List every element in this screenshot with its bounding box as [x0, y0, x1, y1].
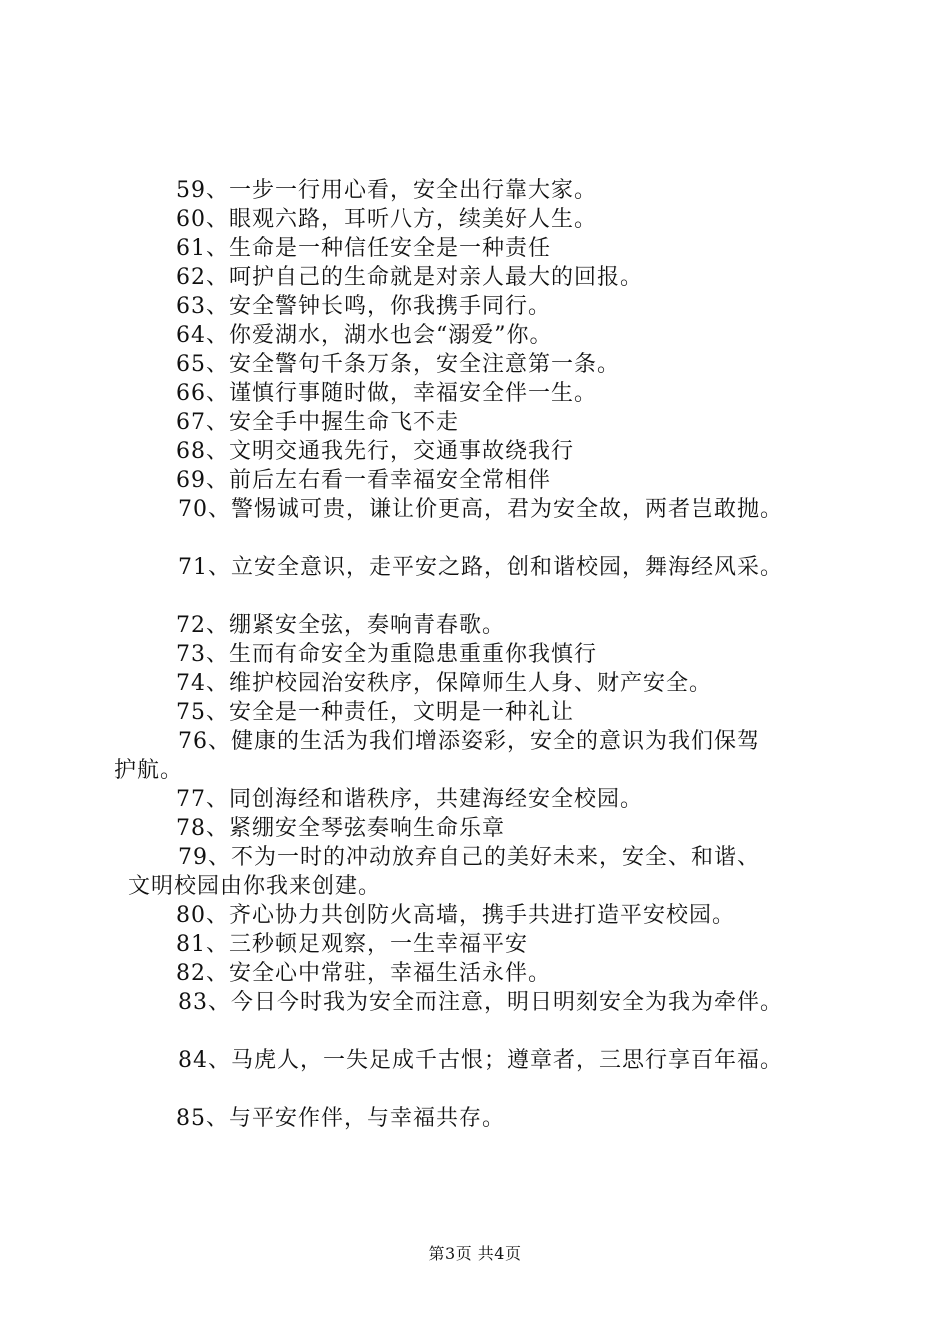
slogan-65: 65、安全警句千条万条，安全注意第一条。: [176, 352, 620, 377]
slogan-67: 67、安全手中握生命飞不走: [176, 410, 459, 435]
slogan-64: 64、你爱湖水，湖水也会“溺爱”你。: [176, 323, 553, 348]
slogan-75: 75、安全是一种责任，文明是一种礼让: [176, 700, 574, 725]
slogan-80: 80、齐心协力共创防火高墙，携手共进打造平安校园。: [176, 903, 735, 928]
slogan-61: 61、生命是一种信任安全是一种责任: [176, 236, 551, 261]
paragraph-gap: [128, 1017, 858, 1046]
slogan-85: 85、与平安作伴，与幸福共存。: [176, 1106, 505, 1131]
slogan-62: 62、呵护自己的生命就是对亲人最大的回报。: [176, 265, 643, 290]
slogan-77: 77、同创海经和谐秩序，共建海经安全校园。: [176, 787, 643, 812]
slogan-63: 63、安全警钟长鸣，你我携手同行。: [176, 294, 551, 319]
paragraph-gap: [128, 582, 858, 611]
slogan-84: 84、马虎人，一失足成千古恨；遵章者，三思行享百年福。: [178, 1048, 783, 1073]
slogan-66: 66、谨慎行事随时做，幸福安全伴一生。: [176, 381, 597, 406]
slogan-79-continuation: 文明校园由你我来创建。: [128, 874, 382, 899]
slogan-73: 73、生而有命安全为重隐患重重你我慎行: [176, 642, 597, 667]
slogan-70: 70、警惕诚可贵，谦让价更高，君为安全故，两者岂敢抛。: [178, 497, 783, 522]
paragraph-gap: [128, 1075, 858, 1104]
slogan-72: 72、绷紧安全弦，奏响青春歌。: [176, 613, 505, 638]
slogan-59: 59、一步一行用心看，安全出行靠大家。: [176, 178, 597, 203]
slogan-81: 81、三秒顿足观察，一生幸福平安: [176, 932, 528, 957]
slogan-60: 60、眼观六路，耳听八方，续美好人生。: [176, 207, 597, 232]
paragraph-gap: [128, 524, 858, 553]
slogan-71: 71、立安全意识，走平安之路，创和谐校园，舞海经风采。: [178, 555, 783, 580]
slogan-79: 79、不为一时的冲动放弃自己的美好未来，安全、和谐、: [178, 845, 760, 870]
slogan-76: 76、健康的生活为我们增添姿彩，安全的意识为我们保驾: [178, 729, 760, 754]
slogan-82: 82、安全心中常驻，幸福生活永伴。: [176, 961, 551, 986]
slogan-78: 78、紧绷安全琴弦奏响生命乐章: [176, 816, 505, 841]
slogan-76-continuation: 护航。: [114, 758, 184, 783]
slogan-74: 74、维护校园治安秩序，保障师生人身、财产安全。: [176, 671, 712, 696]
page-number-footer: 第3页 共4页: [428, 1244, 522, 1263]
slogan-83: 83、今日今时我为安全而注意，明日明刻安全为我为牵伴。: [178, 990, 783, 1015]
slogan-list: [114, 176, 858, 1133]
slogan-68: 68、文明交通我先行，交通事故绕我行: [176, 439, 574, 464]
slogan-69: 69、前后左右看一看幸福安全常相伴: [176, 468, 551, 493]
